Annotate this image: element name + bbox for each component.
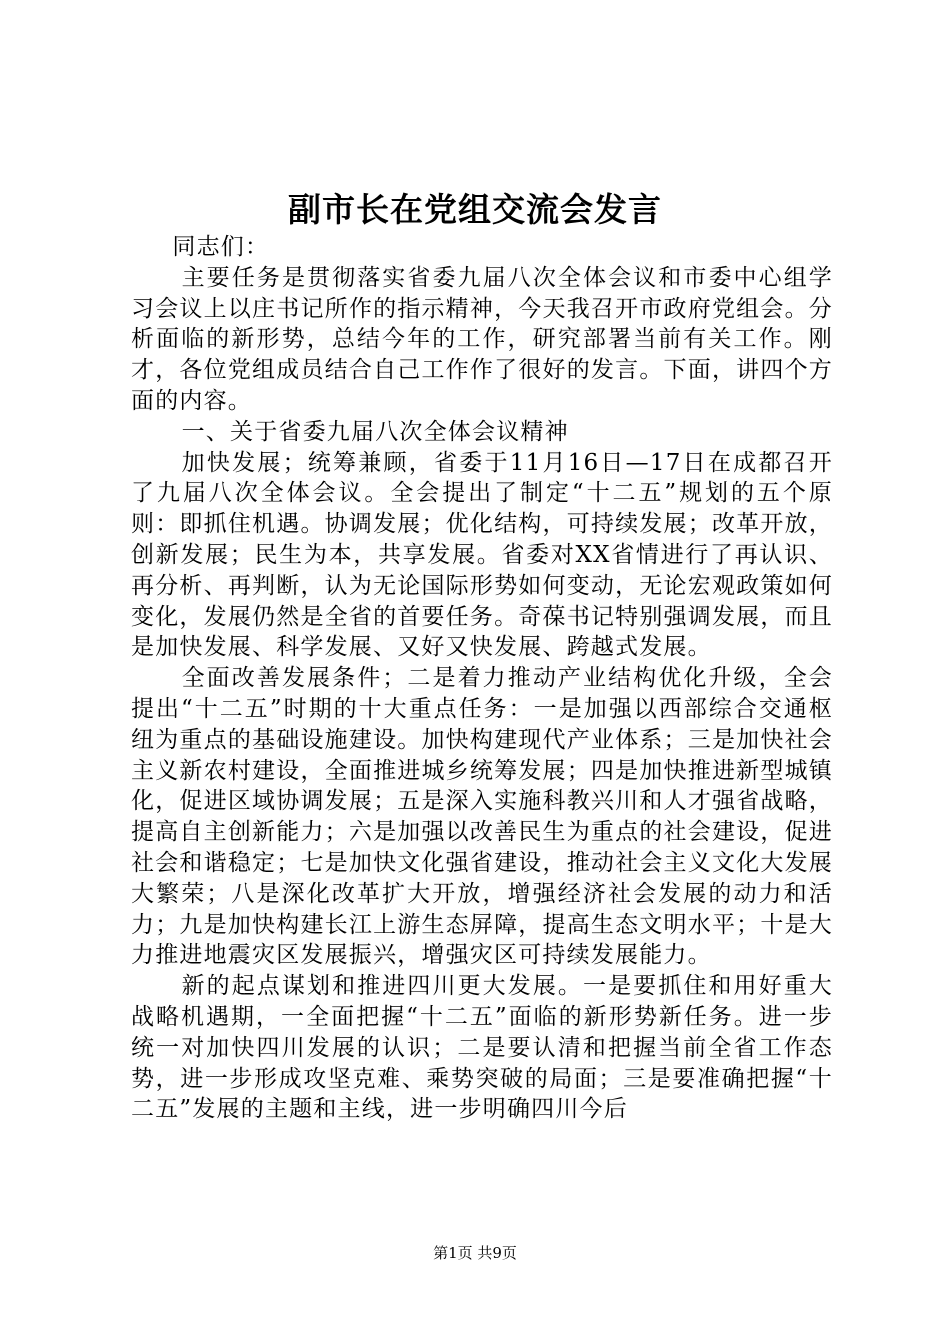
document-title: 副市长在党组交流会发言 <box>288 190 662 229</box>
paragraph: 全面改善发展条件；二是着力推动产业结构优化升级，全会提出“十二五”时期的十大重点任务：一是加强以西部综合交通枢纽为重点的基础设施建设。加快构建现代产业体系；三是加快社会主义新农村建设，全面推进城乡统筹发展；四是加快推进新型城镇化，促进区域协调发展；五是深入实施科教兴川和人才强省战略，提高自主创新能力；六是加强以改善民生为重点的社会建设，促进社会和谐稳定；七是加快文化强省建设，推动社会主义文化大发展大繁荣；八是深化改革扩大开放，增强经济社会发展的动力和活力；九是加快构建长江上游生态屏障，提高生态文明水平；十是大力推进地震灾区发展振兴，增强灾区可持续发展能力。 <box>131 665 833 969</box>
paragraph: 新的起点谋划和推进四川更大发展。一是要抓住和用好重大战略机遇期，一全面把握“十二五”面临的新形势新任务。进一步统一对加快四川发展的认识；二是要认清和把握当前全省工作态势，进一步形成攻坚克难、乘势突破的局面；三是要准确把握“十二五”发展的主题和主线，进一步明确四川今后 <box>131 973 833 1123</box>
paragraph-intro: 主要任务是贯彻落实省委九届八次全体会议和市委中心组学习会议上以庄书记所作的指示精神，今天我召开市政府党组会。分析面临的新形势，总结今年的工作，研究部署当前有关工作。刚才，各位党组成员结合自己工作作了很好的发言。下面，讲四个方面的内容。 <box>131 264 833 414</box>
document-body <box>131 232 833 1125</box>
paragraph: 加快发展；统筹兼顾，省委于11月16日—17日在成都召开了九届八次全体会议。全会提出了制定“十二五”规划的五个原则：即抓住机遇。协调发展；优化结构，可持续发展；改革开放，创新发展；民生为本，共享发展。省委对XX省情进行了再认识、再分析、再判断，认为无论国际形势如何变动，无论宏观政策如何变化，发展仍然是全省的首要任务。奇葆书记特别强调发展，而且是加快发展、科学发展、又好又快发展、跨越式发展。 <box>131 449 833 661</box>
section-heading: 一、关于省委九届八次全体会议精神 <box>181 418 569 445</box>
page-number-footer: 第1页 共9页 <box>433 1244 517 1262</box>
greeting: 同志们： <box>172 234 270 260</box>
